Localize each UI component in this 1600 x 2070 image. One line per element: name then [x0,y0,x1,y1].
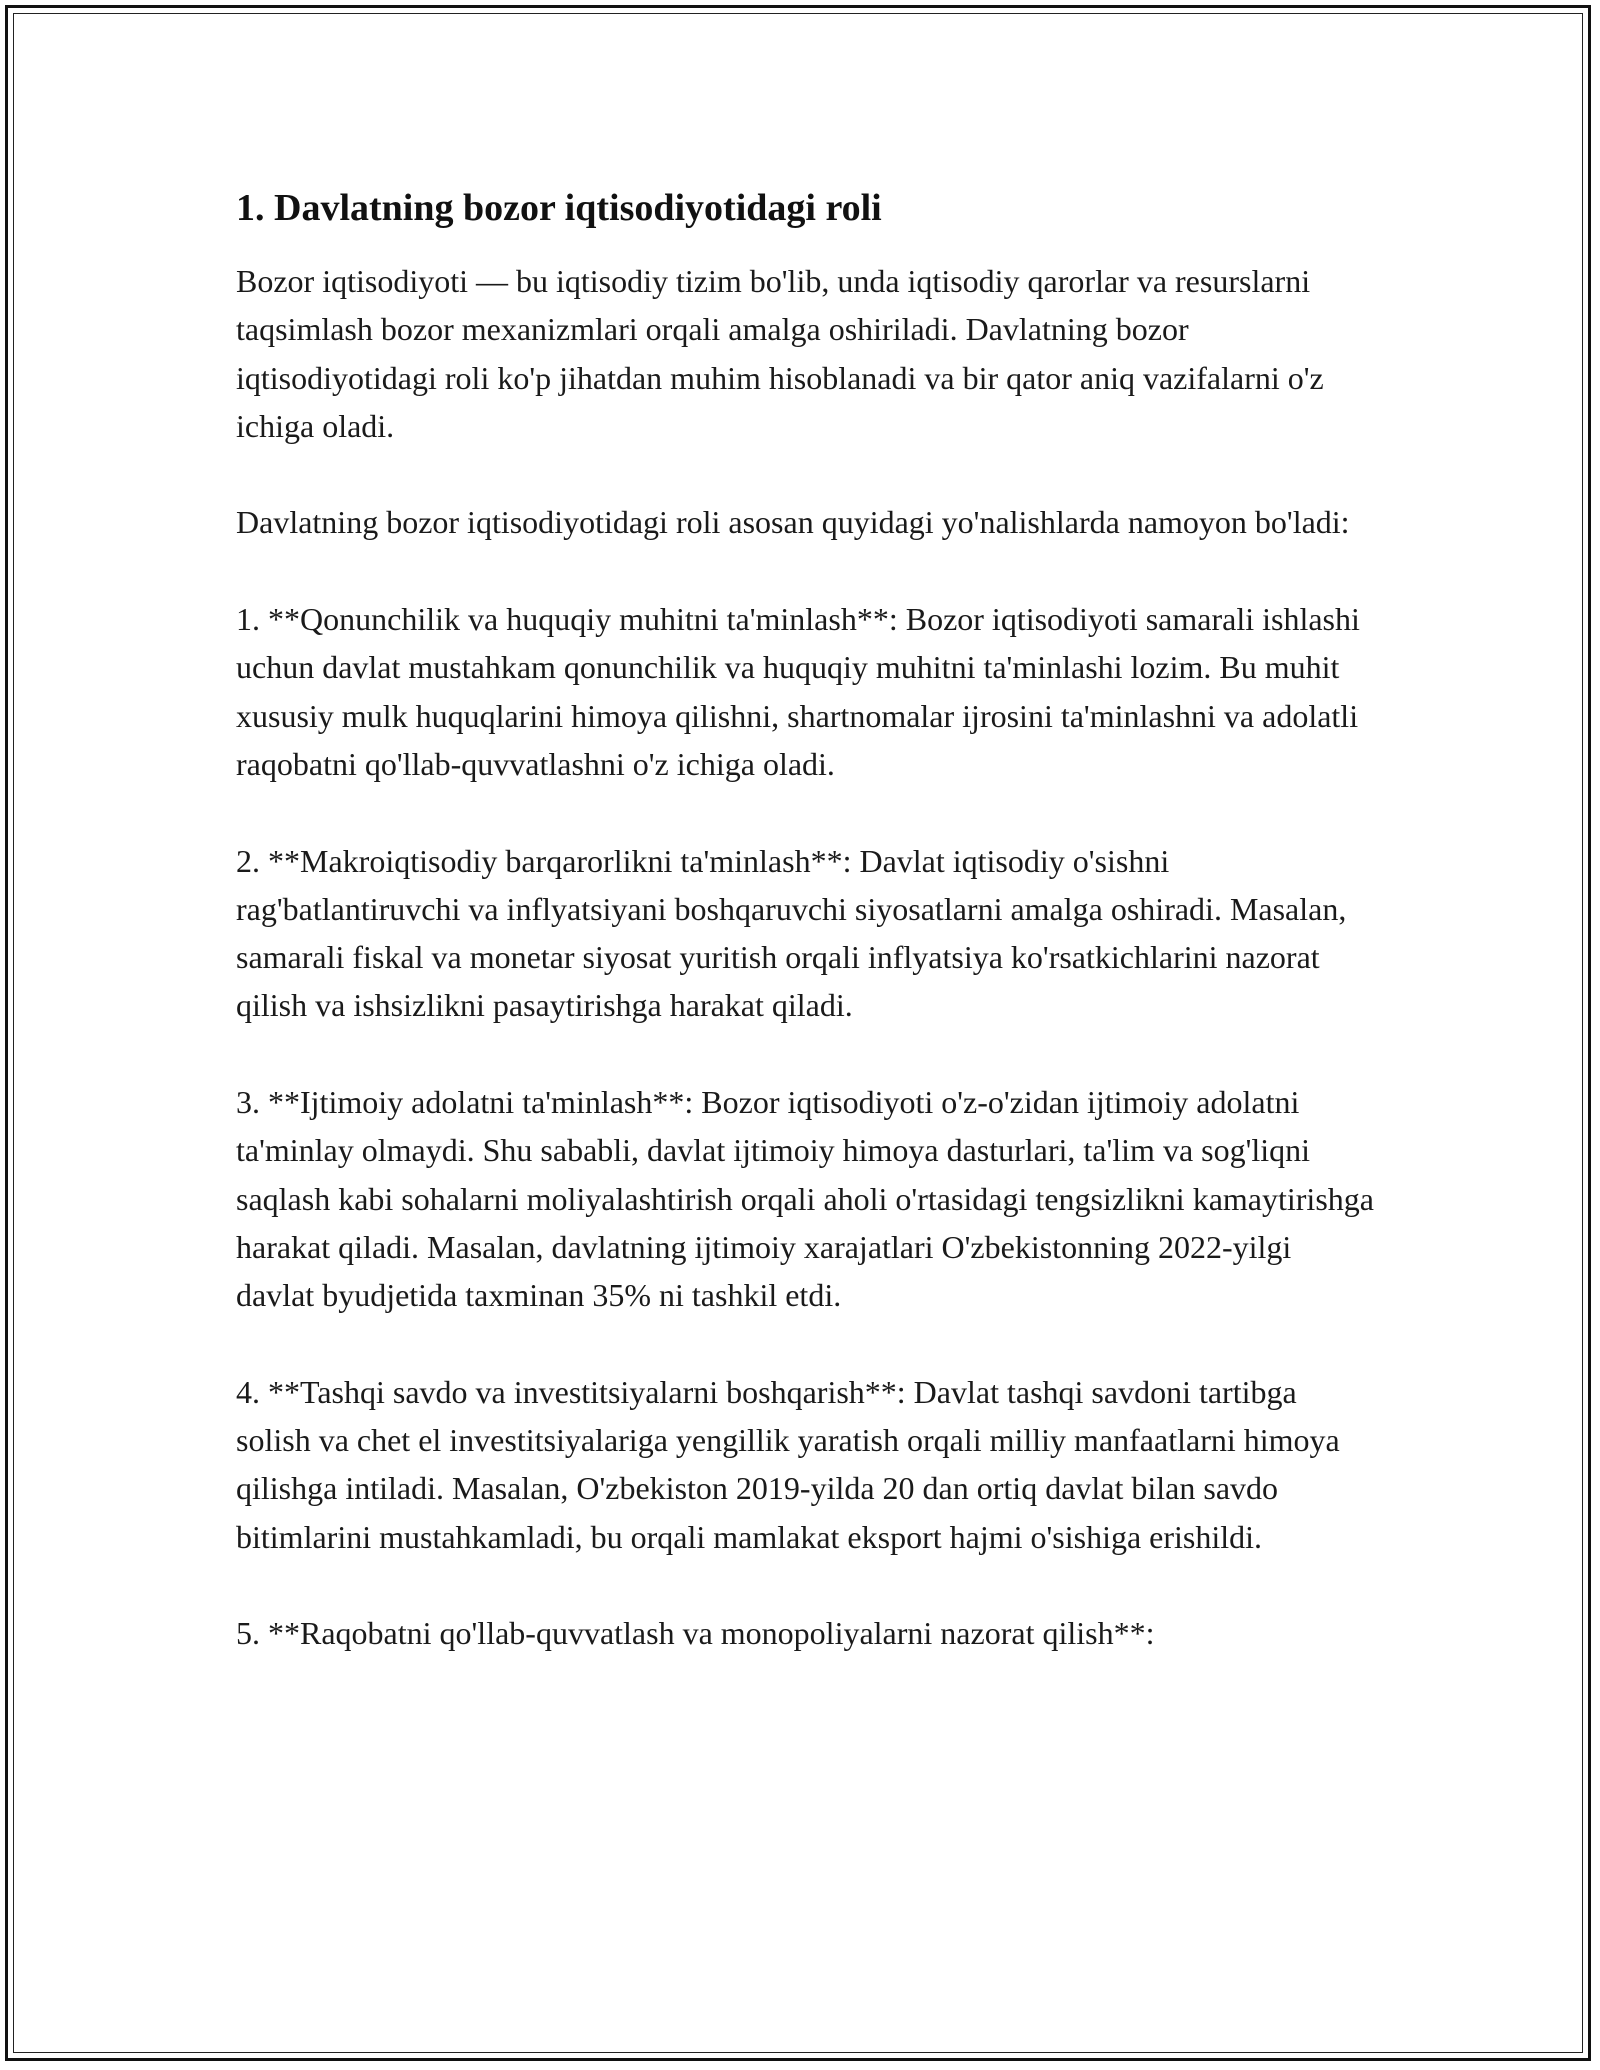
document-title: 1. Davlatning bozor iqtisodiyotidagi roli [236,187,882,229]
paragraph-directions: Davlatning bozor iqtisodiyotidagi roli asosan quyidagi yo'nalishlarda namoyon bo'ladi: [236,504,1350,541]
list-item-foreign-trade: 4. **Tashqi savdo va investitsiyalarni boshqarish**: Davlat tashqi savdoni tartibga solish va chet el investitsiyalariga yengillik yaratish orqali milliy manfaatlarni himoya qilishga intiladi. Masalan, O'zbekiston 2019-yilda 20 dan ortiq davlat bilan savdo bitimlarini mustahkamladi, bu orqali mamlakat eksport hajmi o'sishiga erishildi. [236,1373,1340,1555]
list-item-macroeconomic-stability: 2. **Makroiqtisodiy barqarorlikni ta'minlash**: Davlat iqtisodiy o'sishni rag'batlantiruvchi va inflyatsiyani boshqaruvchi siyosatlarni amalga oshiradi. Masalan, samarali fiskal va monetar siyosat yuritish orqali inflyatsiya ko'rsatkichlarini nazorat qilish va ishsizlikni pasaytirishga harakat qiladi. [236,842,1347,1024]
list-item-legislation: 1. **Qonunchilik va huquqiy muhitni ta'minlash**: Bozor iqtisodiyoti samarali ishlashi uchun davlat mustahkam qonunchilik va huquqiy muhitni ta'minlashi lozim. Bu muhit xususiy mulk huquqlarini himoya qilishni, shartnomalar ijrosini ta'minlashni va adolatli raqobatni qo'llab-quvvatlashni o'z ichiga oladi. [236,601,1360,782]
paragraph-intro: Bozor iqtisodiyoti — bu iqtisodiy tizim bo'lib, unda iqtisodiy qarorlar va resurslarni taqsimlash bozor mexanizmlari orqali amalga oshiriladi. Davlatning bozor iqtisodiyotidagi roli ko'p jihatdan muhim hisoblanadi va bir qator aniq vazifalarni o'z ichiga oladi. [236,263,1324,444]
list-item-social-justice: 3. **Ijtimoiy adolatni ta'minlash**: Bozor iqtisodiyoti o'z-o'zidan ijtimoiy adolatni ta'minlay olmaydi. Shu sababli, davlat ijtimoiy himoya dasturlari, ta'lim va sog'liqni saqlash kabi sohalarni moliyalashtirish orqali aholi o'rtasidagi tengsizlikni kamaytirishga harakat qiladi. Masalan, davlatning ijtimoiy xarajatlari O'zbekistonning 2022-yilgi davlat byudjetida taxminan 35% ni tashkil etdi. [236,1084,1374,1314]
document-body [236,184,1376,1658]
list-item-competition: 5. **Raqobatni qo'llab-quvvatlash va monopoliyalarni nazorat qilish**: [236,1615,1155,1652]
